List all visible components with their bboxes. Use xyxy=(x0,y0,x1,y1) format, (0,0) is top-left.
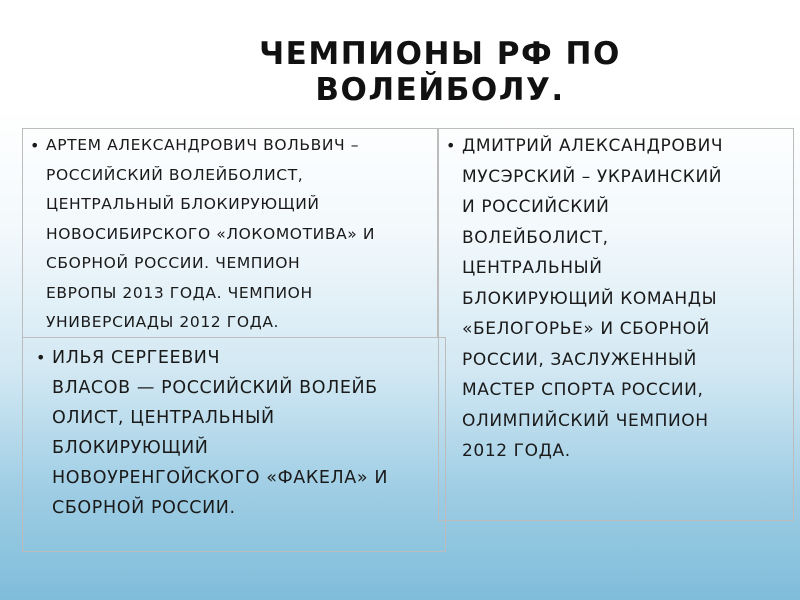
bullet-dot-icon: • xyxy=(36,348,47,367)
bullet-text-volvich: АРТЕМ АЛЕКСАНДРОВИЧ ВОЛЬВИЧ – РОССИЙСКИЙ ВОЛЕЙБОЛИСТ, ЦЕНТРАЛЬНЫЙ БЛОКИРУЮЩИЙ НОВОСИБИРСКОГО «ЛОКОМОТИВА» И СБОРНОЙ РОССИИ. ЧЕМПИОН ЕВРОПЫ 2013 ГОДА. ЧЕМПИОН УНИВЕРСИАДЫ 2012 ГОДА. xyxy=(46,136,376,331)
slide-title-line-1: ЧЕМПИОНЫ РФ ПО xyxy=(259,36,621,72)
bullet-dot-icon: • xyxy=(446,136,457,155)
bullet-volvich xyxy=(30,131,434,338)
slide-title xyxy=(150,36,730,108)
bullet-text-vlasov: ИЛЬЯ СЕРГЕЕВИЧ ВЛАСОВ — РОССИЙСКИЙ ВОЛЕЙБ ОЛИСТ, ЦЕНТРАЛЬНЫЙ БЛОКИРУЮЩИЙ НОВОУРЕНГОЙСКОГО «ФАКЕЛА» И СБОРНОЙ РОССИИ. xyxy=(52,348,389,518)
bullet-dot-icon: • xyxy=(30,136,41,155)
bullet-text-muserskiy: ДМИТРИЙ АЛЕКСАНДРОВИЧ МУСЭРСКИЙ – УКРАИНСКИЙ И РОССИЙСКИЙ ВОЛЕЙБОЛИСТ, ЦЕНТРАЛЬНЫЙ БЛОКИРУЮЩИЙ КОМАНДЫ «БЕЛОГОРЬЕ» И СБОРНОЙ РОССИИ, ЗАСЛУЖЕННЫЙ МАСТЕР СПОРТА РОССИИ, ОЛИМПИЙСКИЙ ЧЕМПИОН 2012 ГОДА. xyxy=(462,136,724,461)
bullet-muserskiy xyxy=(446,131,792,467)
bullet-vlasov xyxy=(36,343,442,523)
slide-title-line-2: ВОЛЕЙБОЛУ. xyxy=(315,72,565,108)
